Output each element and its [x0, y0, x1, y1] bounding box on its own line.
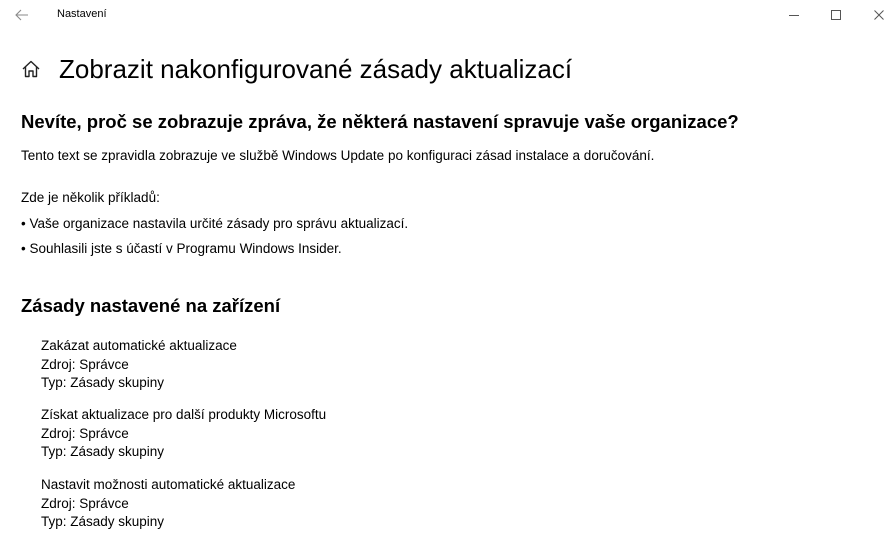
- minimize-button[interactable]: [771, 0, 817, 30]
- policy-source: Zdroj: Správce: [41, 356, 129, 372]
- policy-type: Typ: Zásady skupiny: [41, 444, 165, 459]
- policy-type: Typ: Zásady skupiny: [41, 375, 165, 390]
- example-item: • Vaše organizace nastavila určité zásady pro správu aktualizací.: [21, 216, 409, 231]
- page-header: [20, 52, 572, 86]
- examples-intro: Zde je několik příkladů:: [21, 190, 160, 205]
- policy-item: [41, 476, 295, 532]
- page-title: Zobrazit nakonfigurované zásady aktualizací: [59, 54, 573, 84]
- close-button[interactable]: [856, 0, 893, 30]
- maximize-button[interactable]: [813, 0, 859, 30]
- close-icon: [873, 9, 885, 21]
- minimize-icon: [788, 9, 800, 21]
- page-content: [21, 110, 881, 529]
- example-item: • Souhlasili jste s účastí v Programu Windows Insider.: [21, 241, 342, 256]
- home-button[interactable]: [20, 58, 42, 80]
- policy-name: Získat aktualizace pro další produkty Microsoftu: [41, 407, 327, 422]
- policy-name: Zakázat automatické aktualizace: [41, 338, 237, 353]
- app-title: Nastavení: [57, 8, 107, 20]
- policy-name: Nastavit možnosti automatické aktualizace: [41, 477, 296, 492]
- policy-type: Typ: Zásady skupiny: [41, 514, 165, 529]
- policy-source: Zdroj: Správce: [41, 495, 129, 511]
- policy-item: [41, 337, 237, 393]
- policies-heading: Zásady nastavené na zařízení: [21, 295, 281, 316]
- explanation-text: Tento text se zpravidla zobrazuje ve službě Windows Update po konfiguraci zásad instalace a doručování.: [21, 148, 655, 163]
- maximize-icon: [830, 9, 842, 21]
- back-arrow-icon: [15, 9, 29, 21]
- policy-source: Zdroj: Správce: [41, 425, 129, 441]
- back-button[interactable]: [10, 4, 34, 26]
- question-heading: Nevíte, proč se zobrazuje zpráva, že některá nastavení spravuje vaše organizace?: [21, 111, 739, 132]
- home-icon: [21, 59, 41, 79]
- policy-item: [41, 406, 326, 462]
- title-bar: [0, 0, 893, 30]
